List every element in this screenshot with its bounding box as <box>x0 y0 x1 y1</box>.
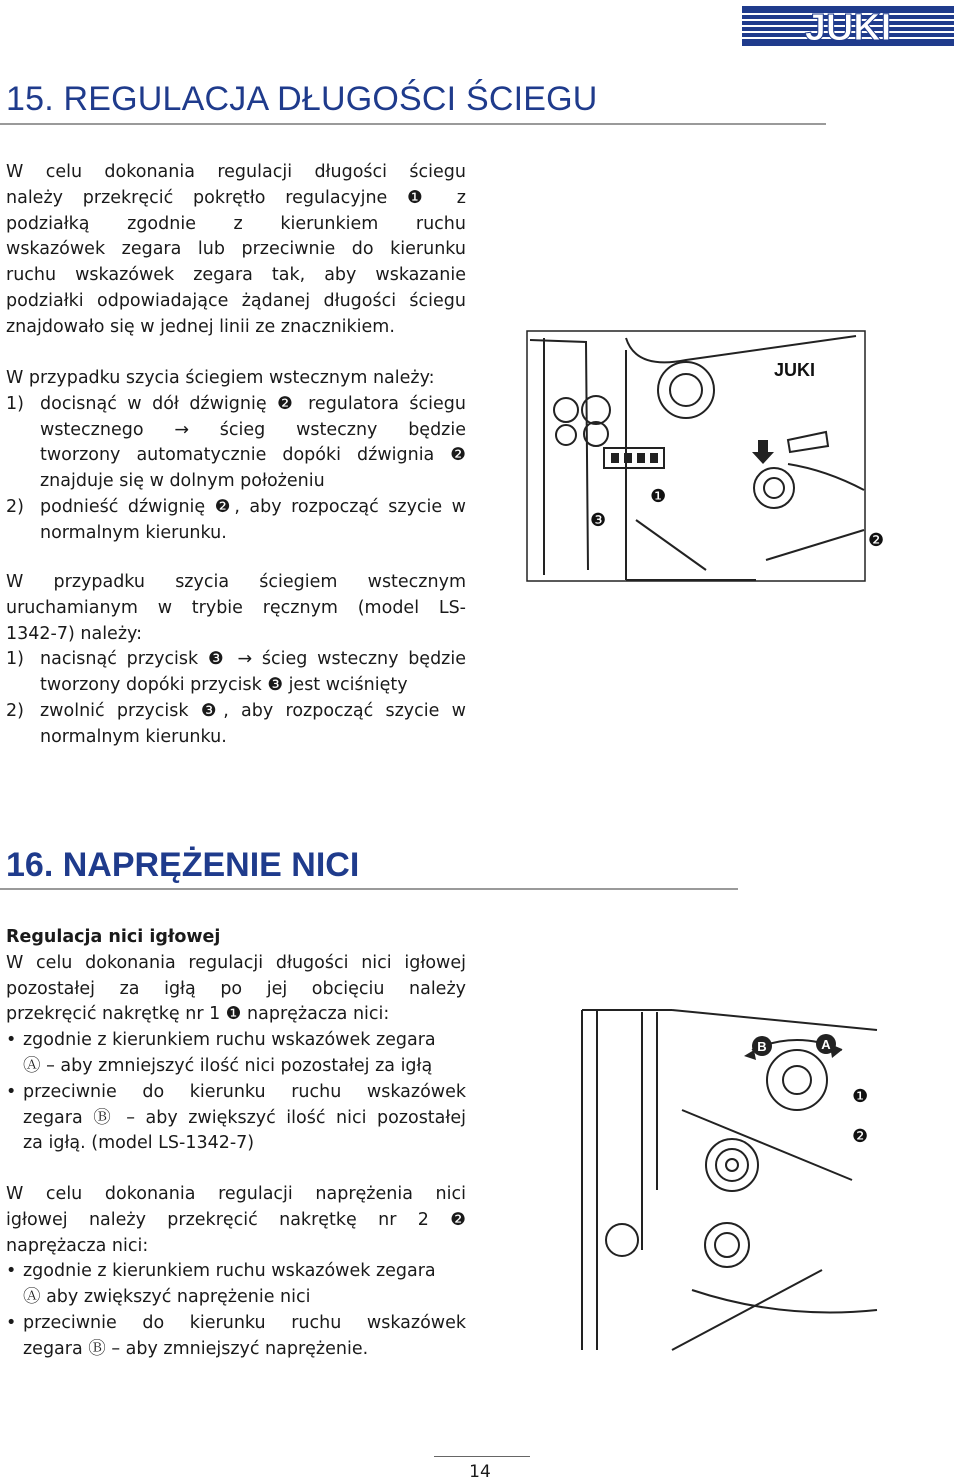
list-marker: 2) <box>6 496 24 517</box>
juki-logo <box>742 4 954 48</box>
logo-text: JUKI <box>804 7 892 49</box>
text-line: wskazówek zegara lub przeciwnie do kierunku <box>6 239 466 260</box>
text-line: naprężacza nici: <box>6 1235 149 1256</box>
text-line: zgodnie z kierunkiem ruchu wskazówek zegara <box>23 1261 436 1282</box>
list-item <box>6 495 466 547</box>
text-line: przeciwnie do kierunku ruchu wskazówek <box>23 1081 466 1102</box>
section-16-thread-tension <box>6 1182 466 1363</box>
callout-a-badge <box>816 1034 836 1054</box>
section-16-number: 16. <box>6 846 54 884</box>
bullet-item <box>6 1028 466 1080</box>
callout-b-badge <box>752 1036 772 1056</box>
text-line: 1342-7) należy: <box>6 623 142 644</box>
page-number: 14 <box>469 1462 491 1482</box>
text-line: W przypadku szycia ściegiem wstecznym <box>6 572 466 592</box>
text-line: wstecznego → ścieg wsteczny będzie <box>40 419 466 440</box>
list-item <box>6 647 466 699</box>
text-line: Ⓐ aby zwiększyć naprężenie nici <box>23 1287 311 1308</box>
text-line: docisnąć w dół dźwignię ❷ regulatora ściegu <box>40 393 466 414</box>
text-line: W celu dokonania regulacji długości nici igłowej <box>6 952 466 973</box>
section-16-title <box>6 846 359 885</box>
text-line: za igłą. (model LS-1342-7) <box>23 1133 255 1154</box>
text-line: nacisnąć przycisk ❸ → ścieg wsteczny będzie <box>40 649 466 670</box>
section-15-title: 15. REGULACJA DŁUGOŚCI ŚCIEGU <box>6 80 598 118</box>
text-line: tworzony dopóki przycisk ❸ jest wciśnięty <box>40 675 408 696</box>
section-16-title-text: NAPRĘŻENIE NICI <box>62 846 360 884</box>
text-line: zegara Ⓑ – aby zmniejszyć naprężenie. <box>23 1338 369 1359</box>
text-line: tworzony automatycznie dopóki dźwignia ❷ <box>40 445 466 466</box>
section-16-needle-thread <box>6 925 466 1157</box>
text-line: przekręcić nakrętkę nr 1 ❶ naprężacza nici: <box>6 1004 390 1025</box>
section-15-reverse-manual <box>6 570 466 751</box>
callout-b: B <box>757 1039 767 1054</box>
list-marker: 1) <box>6 649 24 670</box>
thread-tension-figure <box>522 990 877 1360</box>
subheading: Regulacja nici igłowej <box>6 927 221 947</box>
callout-2: ❷ <box>852 1126 869 1147</box>
bullet-item <box>6 1311 466 1363</box>
callout-1: ❶ <box>852 1086 869 1107</box>
text-line: zegara Ⓑ – aby zwiększyć ilość nici pozostałej <box>23 1107 466 1128</box>
bullet-marker: • <box>6 1081 17 1102</box>
bullet-marker: • <box>6 1030 17 1051</box>
text-line: przeciwnie do kierunku ruchu wskazówek <box>23 1312 466 1333</box>
text-line: zgodnie z kierunkiem ruchu wskazówek zegara <box>23 1030 436 1051</box>
section-16-rule <box>0 888 738 890</box>
list-item <box>6 699 466 751</box>
text-line: uruchamianym w trybie ręcznym (model LS- <box>6 597 466 618</box>
bullet-item <box>6 1259 466 1311</box>
text-line: W celu dokonania regulacji długości ściegu <box>6 162 466 182</box>
text-line: igłowej należy przekręcić nakrętkę nr 2 ❷ <box>6 1209 466 1230</box>
callout-2: ❷ <box>868 530 885 551</box>
bullet-item <box>6 1080 466 1157</box>
section-15-reverse-auto <box>6 366 466 547</box>
bullet-marker: • <box>6 1261 17 1282</box>
callout-a: A <box>821 1037 831 1052</box>
list-marker: 2) <box>6 700 24 721</box>
text-line: należy przekręcić pokrętło regulacyjne ❶ z <box>6 187 466 208</box>
callout-1: ❶ <box>650 486 667 507</box>
section-15-rule <box>0 123 826 125</box>
text-line: znajduje się w dolnym położeniu <box>40 471 325 492</box>
text-line: zwolnić przycisk ❸, aby rozpocząć szycie w <box>40 700 466 721</box>
callout-3: ❸ <box>590 510 607 531</box>
bullet-marker: • <box>6 1312 17 1333</box>
stitch-regulator-figure <box>526 330 885 582</box>
text-line: znajdowało się w jednej linii ze znacznikiem. <box>6 316 395 337</box>
section-15-paragraph-1 <box>6 160 466 341</box>
text-line: Ⓐ – aby zmniejszyć ilość nici pozostałej za igłą <box>23 1055 433 1076</box>
list-item <box>6 392 466 495</box>
text-line: ruchu wskazówek zegara tak, aby wskazanie <box>6 265 466 286</box>
text-line: pozostałej za igłą po jej obcięciu należy <box>6 978 466 999</box>
text-line: W przypadku szycia ściegiem wstecznym należy: <box>6 368 435 388</box>
text-line: podziałki odpowiadające żądanej długości ściegu <box>6 290 466 311</box>
footer-rule <box>434 1456 530 1457</box>
text-line: W celu dokonania regulacji naprężenia nici <box>6 1184 466 1204</box>
text-line: normalnym kierunku. <box>40 522 227 543</box>
figure-brand-label: JUKI <box>774 360 816 380</box>
list-marker: 1) <box>6 393 24 414</box>
text-line: normalnym kierunku. <box>40 726 227 747</box>
text-line: podziałką zgodnie z kierunkiem ruchu <box>6 213 466 234</box>
text-line: podnieść dźwignię ❷, aby rozpocząć szycie w <box>40 496 466 517</box>
